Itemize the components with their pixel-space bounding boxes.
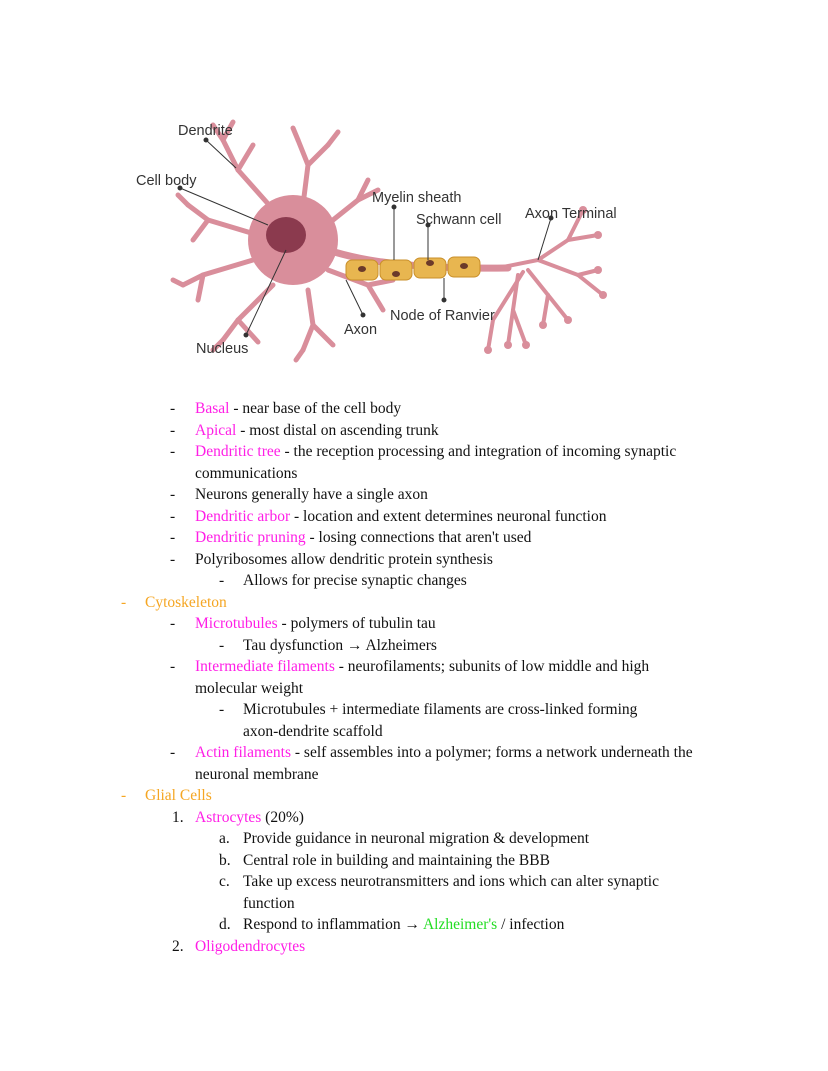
bullet-marker: -	[170, 744, 176, 761]
letter-marker: d.	[219, 916, 231, 933]
term-astrocytes: Astrocytes	[195, 808, 262, 826]
nucleus	[266, 217, 306, 253]
term-dendritic-pruning: Dendritic pruning	[195, 529, 306, 546]
bullet-marker: -	[170, 658, 176, 675]
term-oligodendrocytes: Oligodendrocytes	[195, 937, 306, 955]
label-node-of-ranvier: Node of Ranvier	[390, 308, 495, 324]
neuron-shape	[173, 122, 603, 360]
label-schwann-cell: Schwann cell	[416, 212, 502, 228]
bullet-marker: -	[170, 400, 176, 417]
term-intermediate-filaments: Intermediate filaments	[195, 658, 335, 675]
number-marker: 1.	[172, 808, 184, 826]
label-nucleus: Nucleus	[196, 341, 249, 357]
bullet-marker: -	[219, 636, 225, 654]
term-dendritic-tree: Dendritic tree	[195, 443, 281, 460]
neuron-diagram	[128, 110, 648, 385]
heading-cytoskeleton: Cytoskeleton	[145, 593, 227, 611]
label-dendrite: Dendrite	[178, 123, 233, 139]
term-dendritic-arbor: Dendritic arbor	[195, 507, 291, 525]
bullet-marker: -	[170, 443, 176, 460]
bullet-marker: -	[219, 572, 225, 589]
bullet-marker: -	[170, 486, 176, 503]
label-myelin-sheath: Myelin sheath	[372, 190, 462, 206]
label-axon-terminal: Axon Terminal	[525, 206, 617, 222]
bullet-marker: -	[170, 507, 176, 525]
bullet-marker: -	[170, 421, 176, 439]
term-alzheimers: Alzheimer's	[422, 916, 498, 933]
label-axon: Axon	[344, 322, 378, 338]
letter-marker: b.	[219, 851, 231, 869]
label-cell-body: Cell body	[136, 173, 197, 189]
letter-marker: c.	[219, 873, 230, 890]
letter-marker: a.	[219, 830, 230, 847]
term-microtubules: Microtubules	[195, 615, 278, 632]
term-basal: Basal	[195, 400, 230, 417]
heading-glial-cells: Glial Cells	[145, 787, 212, 804]
bullet-marker: -	[121, 593, 127, 611]
bullet-marker: -	[219, 701, 225, 718]
terminal-knobs	[484, 206, 607, 354]
bullet-marker: -	[170, 615, 176, 632]
bullet-marker: -	[170, 550, 176, 568]
number-marker: 2.	[172, 937, 184, 955]
bullet-marker: -	[170, 529, 176, 546]
term-apical: Apical	[195, 421, 237, 439]
term-actin-filaments: Actin filaments	[195, 744, 291, 761]
bullet-marker: -	[121, 787, 127, 804]
